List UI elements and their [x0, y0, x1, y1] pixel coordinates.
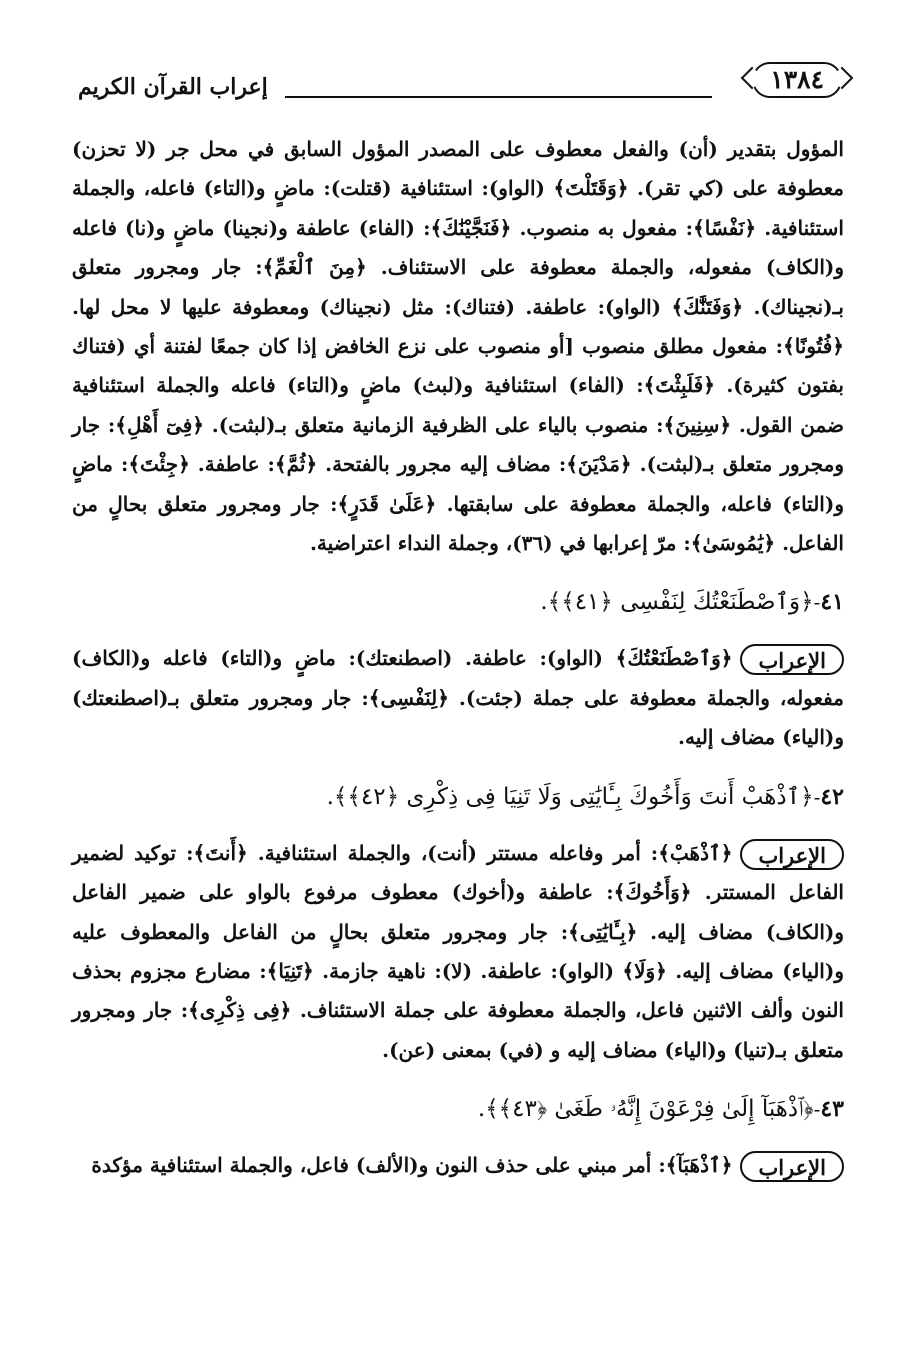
i3rab-label: الإعراب [740, 839, 844, 870]
i3rab-43 [72, 1146, 844, 1185]
verse-text: ﴿ٱذْهَبْ أَنتَ وَأَخُوكَ بِـَٔايَٰتِى وَلَا تَنِيَا فِى ذِكْرِى ﴿٤٢﴾﴾. [326, 783, 814, 810]
i3rab-label: الإعراب [740, 644, 844, 675]
verse-number: ٤١ [820, 589, 844, 616]
verse-dash: - [813, 1097, 821, 1122]
page-body [72, 130, 844, 1186]
i3rab-text: ﴿ٱذْهَبَآ﴾: أمر مبني على حذف النون و(الألف) فاعل، والجملة استئنافية مؤكدة [91, 1153, 733, 1178]
header-divider [285, 96, 712, 98]
i3rab-text: ﴿وَٱصْطَنَعْتُكَ﴾ (الواو): عاطفة. (اصطنعتك): ماضٍ و(التاء) فاعله و(الكاف) مفعوله، والجملة معطوفة على جملة (جئت). ﴿لِنَفْسِى﴾: جار ومجرور متعلق بـ(اصطنعتك) و(الياء) مضاف إليه. [72, 646, 844, 750]
page-header [70, 58, 844, 104]
book-title: إعراب القرآن الكريم [78, 74, 268, 100]
i3rab-text: ﴿ٱذْهَبْ﴾: أمر وفاعله مستتر (أنت)، والجملة استئنافية. ﴿أَنتَ﴾: توكيد لضمير الفاعل المستتر. ﴿وَأَخُوكَ﴾: عاطفة و(أخوك) معطوف مرفوع بالواو على ضمير الفاعل و(الكاف) مضاف إليه. ﴿بِـَٔايَٰتِى﴾: جار ومجرور متعلق بحالٍ من الفاعل والمعطوف عليه و(الياء) مضاف إليه. ﴿وَلَا﴾ (الواو): عاطفة. (لا): ناهية جازمة. ﴿تَنِيَا﴾: مضارع مجزوم بحذف النون وألف الاثنين فاعل، والجملة معطوفة على جملة الاستئناف. ﴿فِى ذِكْرِى﴾: جار ومجرور متعلق بـ(تنيا) و(الياء) مضاف إليه و (في) بمعنى (عن). [72, 840, 844, 1062]
verse-number: ٤٣ [820, 1096, 844, 1123]
page-number: ١٣٨٤ [752, 62, 842, 98]
verse-text: ﴿ٱذْهَبَآ إِلَىٰ فِرْعَوْنَ إِنَّهُۥ طَغَىٰ ﴿٤٣﴾﴾. [477, 1096, 814, 1123]
i3rab-42 [72, 834, 844, 1070]
verse-43 [72, 1086, 844, 1132]
verse-dash: - [813, 590, 821, 615]
i3rab-41 [72, 639, 844, 757]
verse-text: ﴿وَٱصْطَنَعْتُكَ لِنَفْسِى ﴿٤١﴾﴾. [540, 589, 814, 616]
verse-42 [72, 774, 844, 820]
intro-paragraph: المؤول بتقدير (أن) والفعل معطوف على المصدر المؤول السابق في محل جر (لا تحزن) معطوفة على (كي تقر). ﴿وَقَتَلْتَ﴾ (الواو): استئنافية (قتلت): ماضٍ و(التاء) فاعله، والجملة استئنافية. ﴿نَفْسًا﴾: مفعول به منصوب. ﴿فَنَجَّيْنَٰكَ﴾: (الفاء) عاطفة و(نجينا) ماضٍ و(نا) فاعله و(الكاف) مفعوله، والجملة معطوفة على الاستئناف. ﴿مِنَ ٱلْغَمِّ﴾: جار ومجرور متعلق بـ(نجيناك). ﴿وَفَتَنَّٰكَ﴾ (الواو): عاطفة. (فتناك): مثل (نجيناك) ومعطوفة عليها لا محل لها. ﴿فُتُونًا﴾: مفعول مطلق منصوب [أو منصوب على نزع الخافض إذا كان جمعًا لفتنة أي (فتناك بفتون كثيرة). ﴿فَلَبِثْتَ﴾: (الفاء) استئنافية و(لبث) ماضٍ و(التاء) فاعله والجملة استئنافية ضمن القول. ﴿سِنِينَ﴾: منصوب بالياء على الظرفية الزمانية متعلق بـ(لبثت). ﴿فِىٓ أَهْلِ﴾: جار ومجرور متعلق بـ(لبثت). ﴿مَدْيَنَ﴾: مضاف إليه مجرور بالفتحة. ﴿ثُمَّ﴾: عاطفة. ﴿جِئْتَ﴾: ماضٍ و(التاء) فاعله، والجملة معطوفة على سابقتها. ﴿عَلَىٰ قَدَرٍ﴾: جار ومجرور متعلق بحالٍ من الفاعل. ﴿يَٰمُوسَىٰ﴾: مرّ إعرابها في (٣٦)، وجملة النداء اعتراضية. [72, 137, 844, 556]
verse-number: ٤٢ [820, 783, 844, 810]
i3rab-label: الإعراب [740, 1151, 844, 1182]
verse-41 [72, 579, 844, 625]
verse-dash: - [813, 784, 821, 809]
